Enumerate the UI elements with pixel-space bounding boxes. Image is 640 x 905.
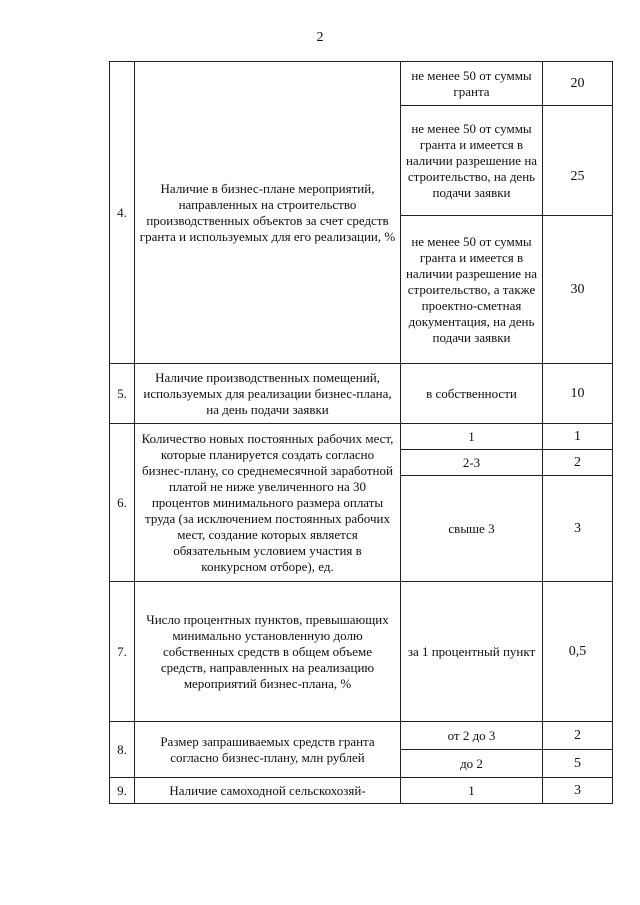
points-cell: 3: [543, 778, 613, 804]
table-row: [110, 778, 613, 804]
points-cell: 20: [543, 62, 613, 106]
criterion-description: Наличие самоходной сельскохозяй-: [135, 778, 401, 804]
criterion-description: Количество новых постоянных рабочих мест, которые планируется создать согласно бизнес-плану, со среднемесячной заработной платой не ниже увеличенного на 30 процентов минимального размера оплаты труда (за исключением постоянных рабочих мест, создание которых является обязательным условием участия в конкурсном отборе), ед.: [135, 424, 401, 582]
points-cell: 30: [543, 216, 613, 364]
condition-cell: в собственности: [401, 364, 543, 424]
criterion-description: Число процентных пунктов, превышающих минимально установленную долю собственных средств в общем объеме средств, направленных на реализацию мероприятий бизнес-плана, %: [135, 582, 401, 722]
points-cell: 5: [543, 750, 613, 778]
points-cell: 2: [543, 722, 613, 750]
condition-cell: 1: [401, 778, 543, 804]
condition-cell: не менее 50 от суммы гранта и имеется в наличии разрешение на строительство, на день подачи заявки: [401, 106, 543, 216]
criterion-description: Наличие в бизнес-плане мероприятий, направленных на строительство производственных объектов за счет средств гранта и используемых для его реализации, %: [135, 62, 401, 364]
points-cell: 3: [543, 476, 613, 582]
row-number: 9.: [110, 778, 135, 804]
condition-cell: не менее 50 от суммы гранта и имеется в наличии разрешение на строительство, а также проектно-сметная документация, на день подачи заявки: [401, 216, 543, 364]
condition-cell: не менее 50 от суммы гранта: [401, 62, 543, 106]
table-row: [110, 424, 613, 450]
criteria-table: [109, 61, 613, 804]
points-cell: 10: [543, 364, 613, 424]
criterion-description: Размер запрашиваемых средств гранта согласно бизнес-плану, млн рублей: [135, 722, 401, 778]
points-cell: 2: [543, 450, 613, 476]
condition-cell: за 1 процентный пункт: [401, 582, 543, 722]
table-row: [110, 62, 613, 106]
criterion-description: Наличие производственных помещений, используемых для реализации бизнес-плана, на день подачи заявки: [135, 364, 401, 424]
row-number: 8.: [110, 722, 135, 778]
row-number: 4.: [110, 62, 135, 364]
condition-cell: свыше 3: [401, 476, 543, 582]
condition-cell: 1: [401, 424, 543, 450]
table-row: [110, 582, 613, 722]
points-cell: 0,5: [543, 582, 613, 722]
condition-cell: до 2: [401, 750, 543, 778]
points-cell: 1: [543, 424, 613, 450]
row-number: 7.: [110, 582, 135, 722]
row-number: 6.: [110, 424, 135, 582]
table-row: [110, 364, 613, 424]
page-number: 2: [316, 30, 324, 45]
table-row: [110, 722, 613, 750]
condition-cell: от 2 до 3: [401, 722, 543, 750]
points-cell: 25: [543, 106, 613, 216]
row-number: 5.: [110, 364, 135, 424]
condition-cell: 2-3: [401, 450, 543, 476]
